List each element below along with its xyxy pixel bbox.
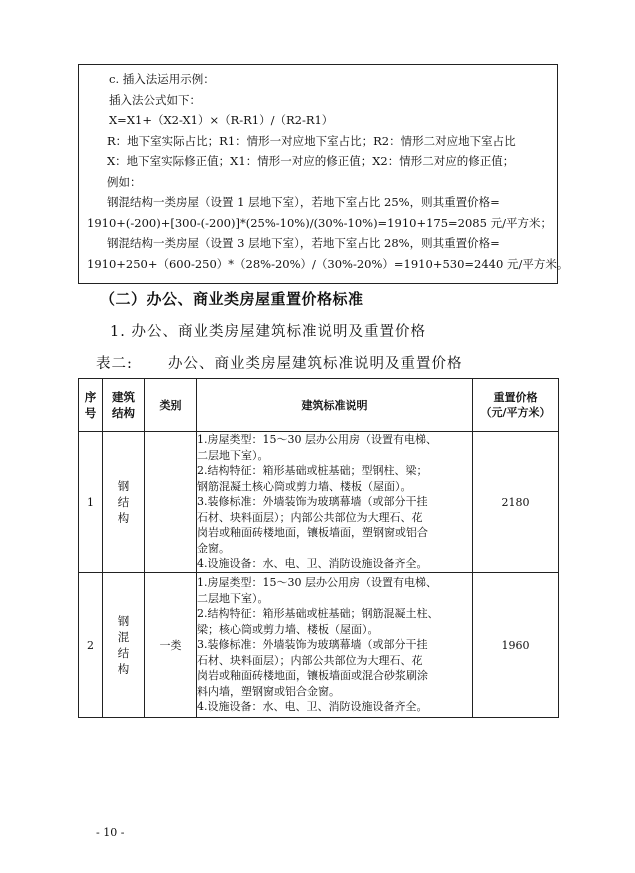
row-category: 一类 bbox=[145, 573, 197, 718]
table-caption bbox=[96, 352, 463, 373]
example-2-line-2: 1910+250+（600-250）*（28%-20%）/（30%-20%）=1910+530=2440 元/平方米。 bbox=[87, 256, 569, 271]
example-heading: c. 插入法运用示例： bbox=[109, 72, 215, 86]
table-row bbox=[79, 573, 559, 718]
row-structure: 钢结构 bbox=[103, 432, 145, 573]
example-1-line-1: 钢混结构一类房屋（设置 1 层地下室），若地下室占比 25%，则其重置价格= bbox=[107, 195, 500, 209]
example-label: 例如： bbox=[107, 174, 142, 189]
sub-heading: 1. 办公、商业类房屋建筑标准说明及重置价格 bbox=[110, 324, 426, 340]
row-description: 1.房屋类型：15～30 层办公用房（设置有电梯、 二层地下室）。 2.结构特征：箱形基础或桩基础；钢筋混凝土柱、 梁；核心筒或剪力墙、楼板（屋面）。 3.装修标准：外墙装饰为玻璃幕墙（或部分干挂 石材、块料面层）；内部公共部位为大理石、花 岗岩或釉面砖楼地面，镶板墙面或混合砂浆刷涂 料内墙，塑钢窗或铝合金窗。 4.设施设备：水、电、卫、消防设施设备齐全。 bbox=[197, 573, 473, 718]
row-seq: 1 bbox=[79, 432, 103, 573]
formula: X=X1+（X2-X1）×（R-R1）/（R2-R1） bbox=[109, 113, 334, 127]
header-structure: 建筑结构 bbox=[103, 379, 145, 432]
example-2-line-1: 钢混结构一类房屋（设置 3 层地下室），若地下室占比 28%，则其重置价格= bbox=[107, 236, 500, 250]
formula-intro: 插入法公式如下： bbox=[109, 92, 201, 107]
x-definition: X：地下室实际修正值；X1：情形一对应的修正值；X2：情形二对应的修正值； bbox=[107, 154, 515, 168]
header-description: 建筑标准说明 bbox=[197, 379, 473, 432]
section-heading: （二）办公、商业类房屋重置价格标准 bbox=[100, 290, 364, 308]
row-structure: 钢混结构 bbox=[103, 573, 145, 718]
header-category: 类别 bbox=[145, 379, 197, 432]
table-caption-title: 办公、商业类房屋建筑标准说明及重置价格 bbox=[168, 356, 463, 372]
example-1-line-2: 1910+(-200)+[300-(-200)]*(25%-10%)/(30%-10%)=1910+175=2085 元/平方米； bbox=[87, 215, 552, 230]
r-definition: R：地下室实际占比；R1：情形一对应地下室占比；R2：情形二对应地下室占比 bbox=[107, 133, 516, 148]
row-category bbox=[145, 432, 197, 573]
header-price: 重置价格（元/平方米） bbox=[473, 379, 559, 432]
row-seq: 2 bbox=[79, 573, 103, 718]
table-header-row bbox=[79, 379, 559, 432]
price-standard-table bbox=[78, 378, 559, 718]
table-row bbox=[79, 432, 559, 573]
header-seq: 序号 bbox=[79, 379, 103, 432]
row-price: 1960 bbox=[473, 573, 559, 718]
row-price: 2180 bbox=[473, 432, 559, 573]
table-caption-label: 表二: bbox=[96, 356, 133, 372]
interpolation-example-box bbox=[78, 64, 569, 284]
row-description: 1.房屋类型：15～30 层办公用房（设置有电梯、 二层地下室）。 2.结构特征：箱形基础或桩基础；型钢柱、梁； 钢筋混凝土核心筒或剪力墙、楼板（屋面）。 3.装修标准：外墙装饰为玻璃幕墙（或部分干挂 石材、块料面层）；内部公共部位为大理石、花 岗岩或釉面砖楼地面，镶板墙面，塑钢窗或铝合 金窗。 4.设施设备：水、电、卫、消防设施设备齐全。 bbox=[197, 432, 473, 573]
page-number: - 10 - bbox=[96, 826, 125, 839]
